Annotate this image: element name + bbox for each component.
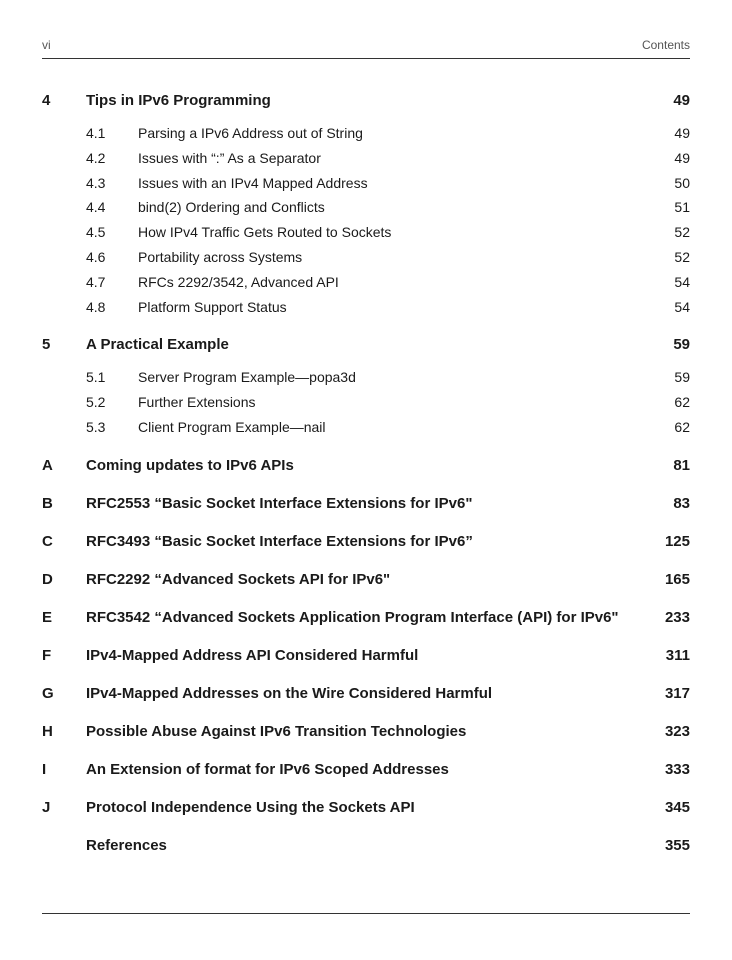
chapter-title: RFC2292 “Advanced Sockets API for IPv6" [86,570,391,588]
chapter-page: 165 [664,570,690,588]
chapter-number: H [42,722,53,740]
toc-chapter-entry [42,833,690,859]
section-page: 62 [674,394,690,411]
section-title: Client Program Example—nail [138,418,326,435]
toc-chapter-entry [42,332,690,358]
section-number: 4.8 [86,298,106,315]
chapter-title: Tips in IPv6 Programming [86,92,271,109]
chapter-page: 81 [673,456,690,474]
toc-chapter-entry [42,757,690,783]
toc-chapter-entry [42,719,690,745]
section-page: 54 [674,273,690,290]
spacer [42,631,690,643]
section-title: Issues with an IPv4 Mapped Address [138,174,368,191]
chapter-title: RFC3542 “Advanced Sockets Application Program Interface (API) for IPv6" [86,608,619,626]
chapter-title: A Practical Example [86,336,229,354]
section-page: 50 [674,174,690,191]
table-of-contents [42,88,690,859]
spacer [42,479,690,491]
chapter-page: 317 [664,684,690,702]
chapter-number: E [42,608,53,626]
page-number: vi [42,38,51,52]
chapter-number: D [42,570,53,588]
chapter-title: RFC2553 “Basic Socket Interface Extensions for IPv6" [86,494,473,512]
toc-chapter-entry [42,453,690,479]
footer-rule [42,913,690,914]
toc-chapter-entry [42,681,690,707]
toc-chapter-entry [42,491,690,517]
section-title: Server Program Example—popa3d [138,369,356,386]
section-number: 5.3 [86,418,106,435]
chapter-page: 311 [665,646,690,664]
chapter-number: B [42,494,53,512]
spacer [42,441,690,453]
toc-chapter-entry [42,88,690,114]
toc-chapter-entry [42,529,690,555]
section-page: 49 [674,125,690,141]
section-number: 4.4 [86,199,106,216]
chapter-number: 5 [42,336,51,354]
toc-section-entry [42,271,690,296]
toc-section-entry [42,366,690,391]
chapter-page: 345 [664,798,690,816]
section-number: 4.1 [86,125,106,141]
section-number: 4.3 [86,174,106,191]
chapter-number: C [42,532,53,550]
chapter-page: 323 [664,722,690,740]
section-number: 4.6 [86,248,106,265]
toc-section-entry [42,246,690,271]
chapter-page: 83 [673,494,690,512]
spacer [42,358,690,366]
spacer [42,517,690,529]
chapter-title: IPv4-Mapped Addresses on the Wire Considered Harmful [86,684,493,702]
chapter-number: J [42,798,51,816]
section-page: 51 [674,199,690,216]
running-header [42,38,690,54]
section-title: RFCs 2292/3542, Advanced API [138,273,339,290]
section-page: 52 [674,224,690,241]
section-title: Further Extensions [138,394,256,411]
chapter-title: RFC3493 “Basic Socket Interface Extensions for IPv6” [86,532,473,550]
chapter-number: 4 [42,92,51,109]
section-title: Issues with “:” As a Separator [138,149,321,166]
chapter-page: 125 [664,532,690,550]
toc-chapter-entry [42,795,690,821]
section-number: 4.2 [86,149,106,166]
spacer [42,821,690,833]
section-number: 5.1 [86,369,106,386]
chapter-title: IPv4-Mapped Address API Considered Harmful [86,646,419,664]
toc-section-entry [42,296,690,321]
chapter-title: References [86,836,167,854]
section-number: 4.7 [86,273,106,290]
chapter-number: A [42,456,53,474]
section-number: 5.2 [86,394,106,411]
toc-section-entry [42,147,690,172]
chapter-number: G [42,684,54,702]
toc-section-entry [42,172,690,197]
section-title: Portability across Systems [138,248,303,265]
chapter-number: I [42,760,47,778]
spacer [42,555,690,567]
chapter-title: Possible Abuse Against IPv6 Transition Technologies [86,722,467,740]
chapter-page: 49 [673,92,690,109]
toc-section-entry [42,221,690,246]
chapter-page: 59 [673,336,690,354]
section-page: 54 [674,298,690,315]
section-title: Parsing a IPv6 Address out of String [138,125,363,141]
section-page: 59 [674,369,690,386]
section-title: How IPv4 Traffic Gets Routed to Sockets [138,224,392,241]
chapter-number: F [42,646,52,664]
spacer [42,745,690,757]
toc-section-entry [42,416,690,441]
header-rule [42,58,690,59]
section-number: 4.5 [86,224,106,241]
spacer [42,783,690,795]
toc-chapter-entry [42,605,690,631]
toc-section-entry [42,391,690,416]
section-title: Platform Support Status [138,298,287,315]
running-title: Contents [641,38,690,52]
spacer [42,593,690,605]
toc-section-entry [42,196,690,221]
spacer [42,669,690,681]
section-page: 62 [674,418,690,435]
chapter-page: 233 [664,608,690,626]
toc-chapter-entry [42,643,690,669]
chapter-page: 355 [664,836,690,854]
toc-chapter-entry [42,567,690,593]
chapter-title: An Extension of format for IPv6 Scoped Addresses [86,760,449,778]
chapter-page: 333 [664,760,690,778]
spacer [42,114,690,122]
toc-section-entry [42,122,690,147]
spacer [42,707,690,719]
section-page: 52 [674,248,690,265]
chapter-title: Coming updates to IPv6 APIs [86,456,294,474]
chapter-title: Protocol Independence Using the Sockets API [86,798,415,816]
spacer [42,320,690,332]
section-title: bind(2) Ordering and Conflicts [138,199,325,216]
section-page: 49 [674,149,690,166]
